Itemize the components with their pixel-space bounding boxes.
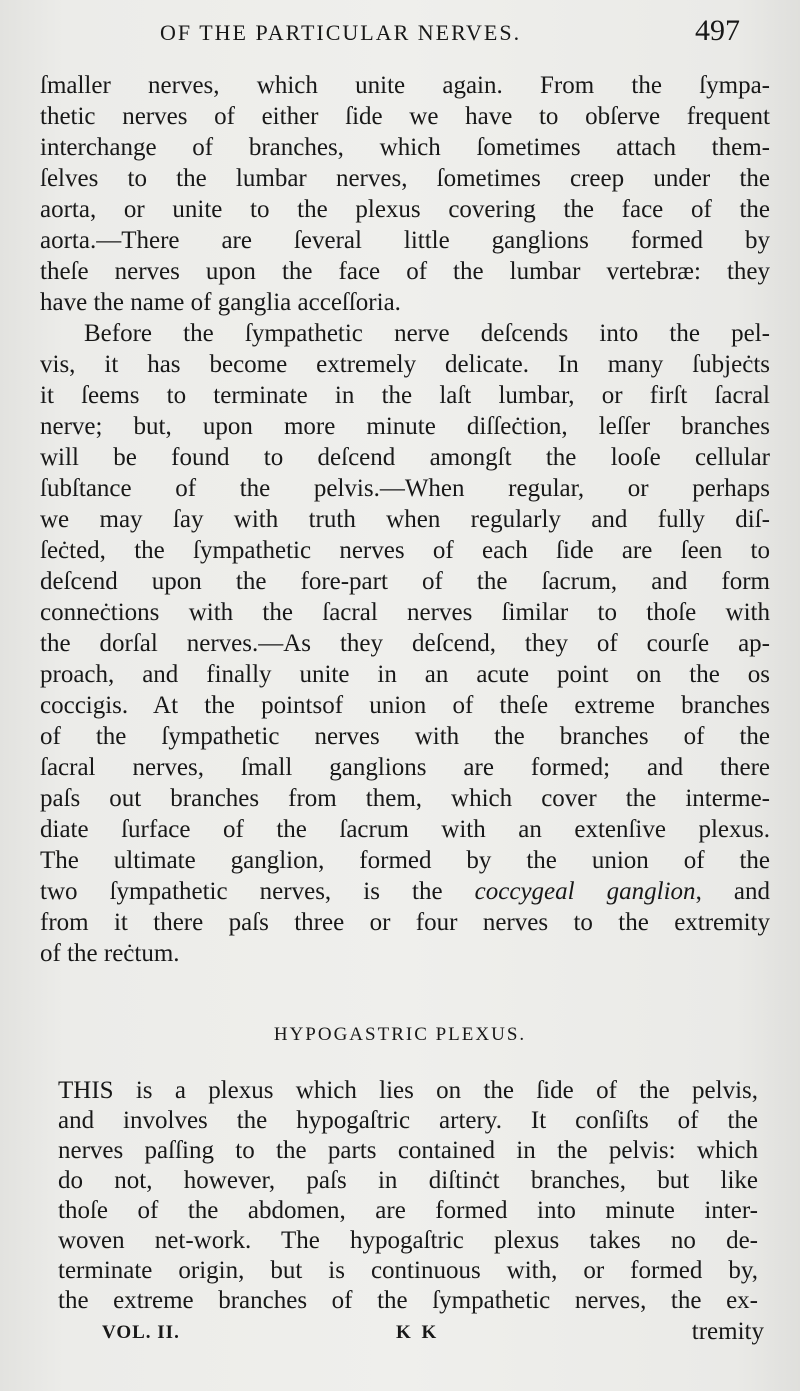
text-line: aorta, or unite to the plexus covering the face of the (40, 196, 770, 223)
text-line: ſeċted, the ſympathetic nerves of each ſide are ſeen to (40, 537, 770, 564)
text-line: coccigis. At the pointsof union of theſe extreme branches (40, 692, 770, 719)
text-line: of the reċtum. (40, 940, 180, 967)
text-line: THIS is a plexus which lies on the ſide of the pelvis, (58, 1077, 758, 1104)
page-number: 497 (695, 14, 740, 47)
text-line: we may ſay with truth when regularly and fully diſ- (40, 506, 770, 533)
text-line: paſs out branches from them, which cover the interme- (40, 785, 770, 812)
text-line: Before the ſympathetic nerve deſcends into the pel- (84, 320, 770, 347)
text-line: ſacral nerves, ſmall ganglions are formed; and there (40, 754, 770, 781)
text-line: the dorſal nerves.—As they deſcend, they of courſe ap- (40, 630, 770, 657)
catchword: tremity (691, 1318, 764, 1345)
text-line: aorta.—There are ſeveral little ganglions formed by (40, 227, 770, 254)
text-line: nerve; but, upon more minute diſſeċtion, leſſer branches (40, 413, 770, 440)
text-line: ſubſtance of the pelvis.—When regular, or perhaps (40, 475, 770, 502)
text-line: and involves the hypogaſtric artery. It conſiſts of the (58, 1107, 758, 1134)
running-head: OF THE PARTICULAR NERVES. (160, 20, 522, 45)
paragraph-1 (40, 70, 770, 318)
text-line: interchange of branches, which ſometimes attach them- (40, 134, 770, 161)
section-text (58, 1076, 758, 1316)
text-line: of the ſympathetic nerves with the branches of the (40, 723, 770, 750)
text-line: vis, it has become extremely delicate. In many ſubjeċts (40, 351, 770, 378)
text-segment: two ſympathetic nerves, is the (40, 878, 443, 905)
text-line: diate ſurface of the ſacrum with an extenſive plexus. (40, 816, 770, 843)
text-line: do not, however, paſs in diſtinċt branches, but like (58, 1167, 758, 1194)
text-line: The ultimate ganglion, formed by the union of the (40, 847, 770, 874)
text-line: terminate origin, but is continuous with, or formed by, (58, 1257, 758, 1284)
text-line: woven net-work. The hypogaſtric plexus takes no de- (58, 1227, 758, 1254)
page-footer (0, 1316, 800, 1356)
paragraph-2 (40, 318, 770, 969)
text-line: it ſeems to terminate in the laſt lumbar, or firſt ſacral (40, 382, 770, 409)
main-text (40, 70, 770, 969)
italic-term: coccygeal ganglion (474, 878, 696, 905)
text-line: proach, and finally unite in an acute point on the os (40, 661, 770, 688)
text-line: ſmaller nerves, which unite again. From the ſympa- (40, 72, 770, 99)
text-line: deſcend upon the fore-part of the ſacrum, and form (40, 568, 770, 595)
text-line: nerves paſſing to the parts contained in the pelvis: which (58, 1137, 758, 1164)
text-segment: , and (695, 878, 770, 905)
text-line: the extreme branches of the ſympathetic nerves, the ex- (58, 1287, 758, 1314)
volume-label: VOL. II. (102, 1322, 180, 1343)
text-line: conneċtions with the ſacral nerves ſimilar to thoſe with (40, 599, 770, 626)
text-line-with-italic (40, 876, 770, 907)
text-line: theſe nerves upon the face of the lumbar vertebræ: they (40, 258, 770, 285)
text-line: thetic nerves of either ſide we have to obſerve frequent (40, 103, 770, 130)
text-line: ſelves to the lumbar nerves, ſometimes creep under the (40, 165, 770, 192)
page-header (0, 0, 800, 70)
signature-mark: K K (396, 1322, 440, 1343)
text-line: have the name of ganglia acceſſoria. (40, 289, 401, 316)
text-line: from it there paſs three or four nerves to the extremity (40, 909, 770, 936)
text-line: thoſe of the abdomen, are formed into minute inter- (58, 1197, 758, 1224)
text-line: will be found to deſcend amongſt the looſe cellular (40, 444, 770, 471)
section-heading: HYPOGASTRIC PLEXUS. (273, 1024, 527, 1045)
